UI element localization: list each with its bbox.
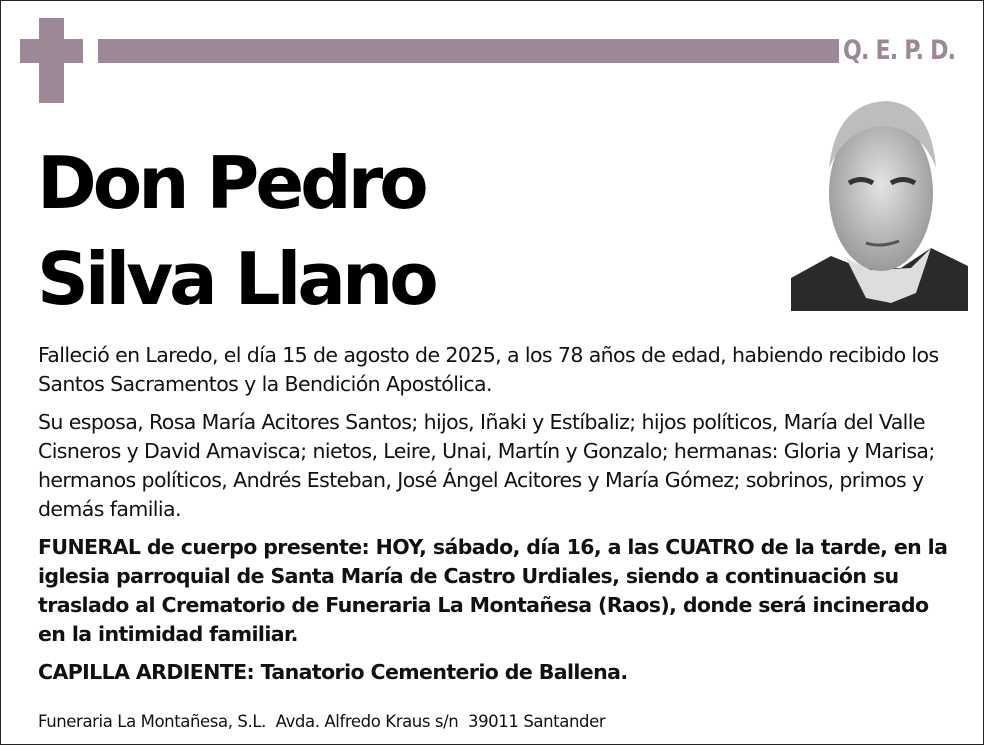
deceased-name	[37, 135, 435, 327]
chapel-info: CAPILLA ARDIENTE: Tanatorio Cementerio de Ballena.	[38, 660, 628, 684]
obituary-body	[38, 341, 958, 696]
cross-icon-arm	[20, 39, 83, 63]
family-list: Su esposa, Rosa María Acitores Santos; hijos, Iñaki y Estíbaliz; hijos políticos, María del Valle Cisneros y David Amavisca; nietos, Leire, Unai, Martín y Gonzalo; hermanas: Gloria y Marisa; hermanos políticos, Andrés Esteban, José Ángel Acitores y María Gómez; sobrinos, primos y demás familia.	[38, 410, 935, 521]
funeral-info: FUNERAL de cuerpo presente: HOY, sábado, día 16, a las CUATRO de la tarde, en la iglesia parroquial de Santa María de Castro Urdiales, siendo a continuación su traslado al Crematorio de Funeraria La Montañesa (Raos), donde será incinerado en la intimidad familiar.	[38, 535, 948, 646]
name-line-1: Don Pedro	[37, 141, 425, 225]
name-line-2: Silva Llano	[37, 237, 435, 321]
header-bar	[98, 39, 839, 63]
qepd-label: Q. E. P. D.	[843, 35, 956, 66]
portrait-photo	[791, 98, 968, 311]
funeral-home-footer: Funeraria La Montañesa, S.L. Avda. Alfredo Kraus s/n 39011 Santander	[38, 712, 606, 731]
death-notice: Falleció en Laredo, el día 15 de agosto de 2025, a los 78 años de edad, habiendo recibido los Santos Sacramentos y la Bendición Apostólica.	[38, 343, 939, 396]
